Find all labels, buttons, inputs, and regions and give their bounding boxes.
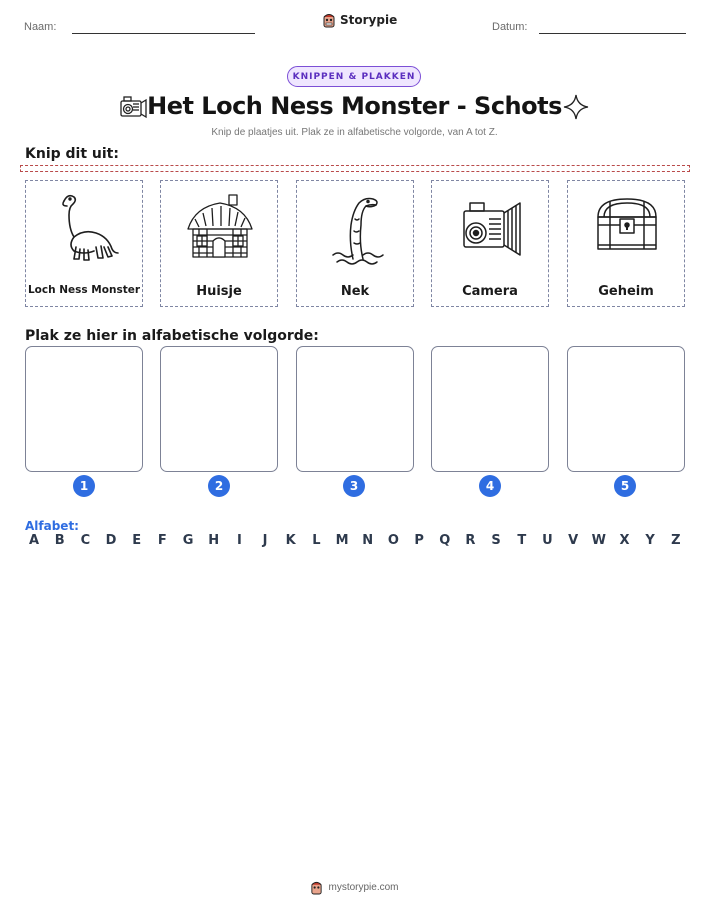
paste-slot-5[interactable]	[567, 346, 685, 472]
cutout-card[interactable]	[296, 180, 414, 307]
alphabet-letter: O	[387, 533, 399, 548]
paste-slot-3[interactable]	[296, 346, 414, 472]
camera-icon	[456, 189, 526, 269]
alphabet-letter: U	[542, 533, 553, 548]
slot-number-badge: 3	[343, 475, 365, 497]
name-label: Naam:	[24, 21, 57, 33]
card-label: Loch Ness Monster	[27, 284, 141, 296]
date-field-line[interactable]	[539, 33, 686, 34]
alphabet-letter: Y	[645, 533, 655, 548]
dinosaur-icon	[50, 189, 120, 269]
alphabet-letter: F	[157, 533, 167, 548]
alphabet-letter: N	[362, 533, 374, 548]
slot-number-badge: 5	[614, 475, 636, 497]
alphabet-letter: T	[517, 533, 527, 548]
storypie-mascot-icon	[310, 880, 323, 895]
card-label: Camera	[462, 284, 518, 299]
alphabet-letter: C	[80, 533, 91, 548]
footer	[0, 880, 709, 895]
alphabet-letter: A	[28, 533, 40, 548]
alphabet-letter: X	[619, 533, 630, 548]
cutout-card[interactable]	[25, 180, 143, 307]
cutout-card[interactable]	[431, 180, 549, 307]
instructions: Knip de plaatjes uit. Plak ze in alfabetische volgorde, van A tot Z.	[211, 127, 498, 138]
card-label: Geheim	[598, 284, 654, 299]
cut-section-label: Knip dit uit:	[25, 146, 119, 162]
alphabet-letter: L	[312, 533, 321, 548]
cut-line	[20, 165, 690, 172]
alphabet-letter: M	[335, 533, 349, 548]
slot-number-badge: 4	[479, 475, 501, 497]
alphabet-letter: Z	[671, 533, 681, 548]
alphabet-letter: S	[491, 533, 501, 548]
alphabet-title: Alfabet:	[25, 519, 79, 533]
brand-logo	[322, 12, 397, 28]
cutout-card[interactable]	[567, 180, 685, 307]
alphabet-letter: J	[262, 533, 268, 548]
date-label: Datum:	[492, 21, 528, 33]
alphabet-letter: E	[132, 533, 142, 548]
card-label: Nek	[340, 284, 370, 299]
treasure-chest-icon	[592, 189, 662, 269]
storypie-mascot-icon	[322, 12, 336, 28]
slot-number-badge: 2	[208, 475, 230, 497]
cutout-card[interactable]	[160, 180, 278, 307]
alphabet-letter: H	[208, 533, 220, 548]
alphabet-row	[25, 533, 685, 548]
alphabet-letter: B	[54, 533, 65, 548]
alphabet-letter: D	[105, 533, 117, 548]
alphabet-letter: Q	[439, 533, 451, 548]
footer-link[interactable]: mystorypie.com	[328, 882, 399, 893]
alphabet-letter: V	[568, 533, 579, 548]
sparkle-icon	[562, 93, 590, 121]
name-field-line[interactable]	[72, 33, 255, 34]
alphabet-letter: I	[236, 533, 242, 548]
activity-badge: KNIPPEN & PLAKKEN	[287, 66, 421, 87]
page-title: Het Loch Ness Monster - Schots	[147, 92, 562, 120]
slot-number-badge: 1	[73, 475, 95, 497]
paste-slot-1[interactable]	[25, 346, 143, 472]
cottage-icon	[185, 189, 255, 269]
brand-name: Storypie	[340, 13, 398, 27]
paste-section-label: Plak ze hier in alfabetische volgorde:	[25, 328, 319, 344]
alphabet-letter: K	[285, 533, 296, 548]
sea-serpent-icon	[321, 189, 391, 269]
alphabet-letter: P	[414, 533, 424, 548]
paste-slot-2[interactable]	[160, 346, 278, 472]
paste-slot-4[interactable]	[431, 346, 549, 472]
alphabet-letter: R	[465, 533, 476, 548]
alphabet-letter: W	[591, 533, 606, 548]
alphabet-letter: G	[182, 533, 194, 548]
card-label: Huisje	[196, 284, 242, 299]
